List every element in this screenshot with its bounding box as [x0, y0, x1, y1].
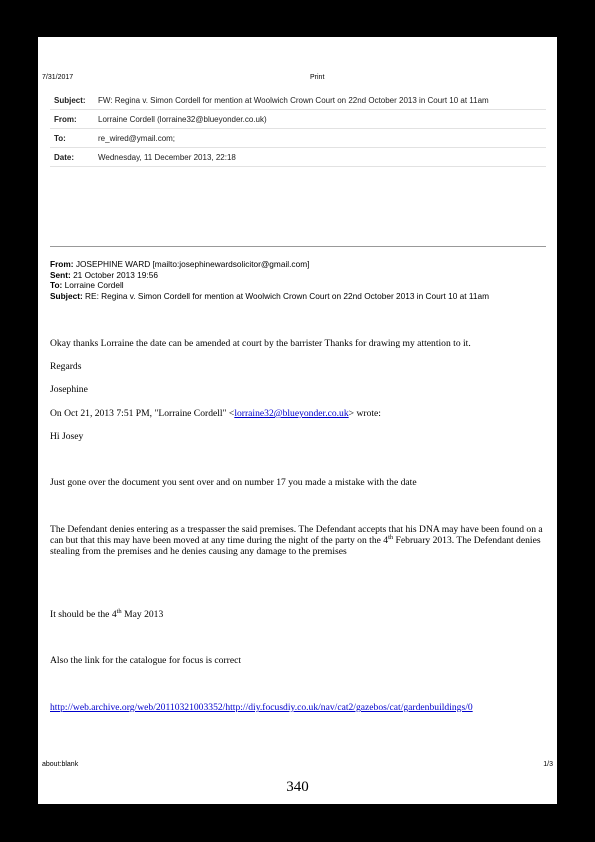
page-number: 340 [286, 779, 309, 795]
correction-text: May 2013 [121, 609, 164, 620]
forwarded-header [50, 259, 550, 301]
to-label: To: [50, 129, 94, 148]
subject-label: Subject: [50, 91, 94, 110]
from-value: Lorraine Cordell (lorraine32@blueyonder.co.uk) [94, 110, 546, 129]
statement-text: The Defendant denies entering as a trespasser the said premises. The Defendant accepts that his DNA may have been found on a can but that this may have been moved at any time during the night of the party on the 4 [50, 524, 543, 546]
document-page [38, 37, 557, 804]
fwd-subject-value: RE: Regina v. Simon Cordell for mention at Woolwich Crown Court on 22nd October 2013 in Court 10 at 11am [85, 290, 490, 301]
footer-page-count: 1/3 [543, 761, 553, 768]
fwd-from-label: From: [50, 259, 74, 269]
ordinal-suffix: th [116, 607, 122, 615]
fwd-to-line [50, 280, 550, 291]
subject-value: FW: Regina v. Simon Cordell for mention at Woolwich Crown Court on 22nd October 2013 in Court 10 at 11am [94, 91, 546, 110]
quote-line [50, 408, 546, 419]
to-value: re_wired@ymail.com; [94, 129, 546, 148]
catalogue-link[interactable]: http://web.archive.org/web/20110321003352/http://diy.focusdiy.co.uk/nav/cat2/gazebos/cat/gardenbuildings/0 [50, 702, 473, 713]
fwd-sent-value: 21 October 2013 19:56 [73, 269, 158, 280]
meta-row-date [50, 148, 546, 167]
statement-text: February 2013. The Defendant denies stealing from the premises and he denies causing any damage to the premises [50, 535, 541, 557]
body-paragraph: Regards [50, 361, 82, 372]
print-title: Print [310, 74, 325, 81]
email-meta-table [50, 91, 546, 167]
fwd-from-line [50, 259, 550, 270]
catalogue-link-line [50, 702, 546, 713]
quote-email-link[interactable]: lorraine32@blueyonder.co.uk [234, 408, 349, 419]
correction-line [50, 609, 546, 620]
print-date: 7/31/2017 [42, 74, 74, 81]
from-label: From: [50, 110, 94, 129]
fwd-sent-line [50, 270, 550, 281]
footer-url: about:blank [42, 761, 79, 768]
date-label: Date: [50, 148, 94, 167]
body-paragraph: Just gone over the document you sent over and on number 17 you made a mistake with the date [50, 477, 417, 488]
body-paragraph: Also the link for the catalogue for focus is correct [50, 655, 242, 666]
quote-suffix: > wrote: [348, 408, 381, 419]
fwd-to-value: Lorraine Cordell [64, 280, 124, 291]
fwd-subject-label: Subject: [50, 290, 83, 301]
correction-text: It should be the 4 [50, 609, 117, 620]
fwd-subject-line [50, 291, 550, 302]
date-value: Wednesday, 11 December 2013, 22:18 [94, 148, 546, 167]
body-paragraph: Josephine [50, 384, 88, 395]
meta-row-subject [50, 91, 546, 110]
ordinal-suffix: th [388, 533, 394, 541]
quoted-statement [50, 524, 546, 557]
fwd-sent-label: Sent: [50, 269, 71, 280]
quote-prefix: On Oct 21, 2013 7:51 PM, "Lorraine Cordell" < [50, 408, 235, 419]
body-paragraph: Okay thanks Lorraine the date can be amended at court by the barrister Thanks for drawing my attention to it. [50, 338, 471, 349]
fwd-to-label: To: [50, 280, 63, 291]
meta-row-from [50, 110, 546, 129]
body-paragraph: Hi Josey [50, 431, 84, 442]
fwd-from-value: JOSEPHINE WARD [mailto:josephinewardsolicitor@gmail.com] [75, 259, 310, 269]
meta-row-to [50, 129, 546, 148]
header-divider [50, 246, 546, 247]
